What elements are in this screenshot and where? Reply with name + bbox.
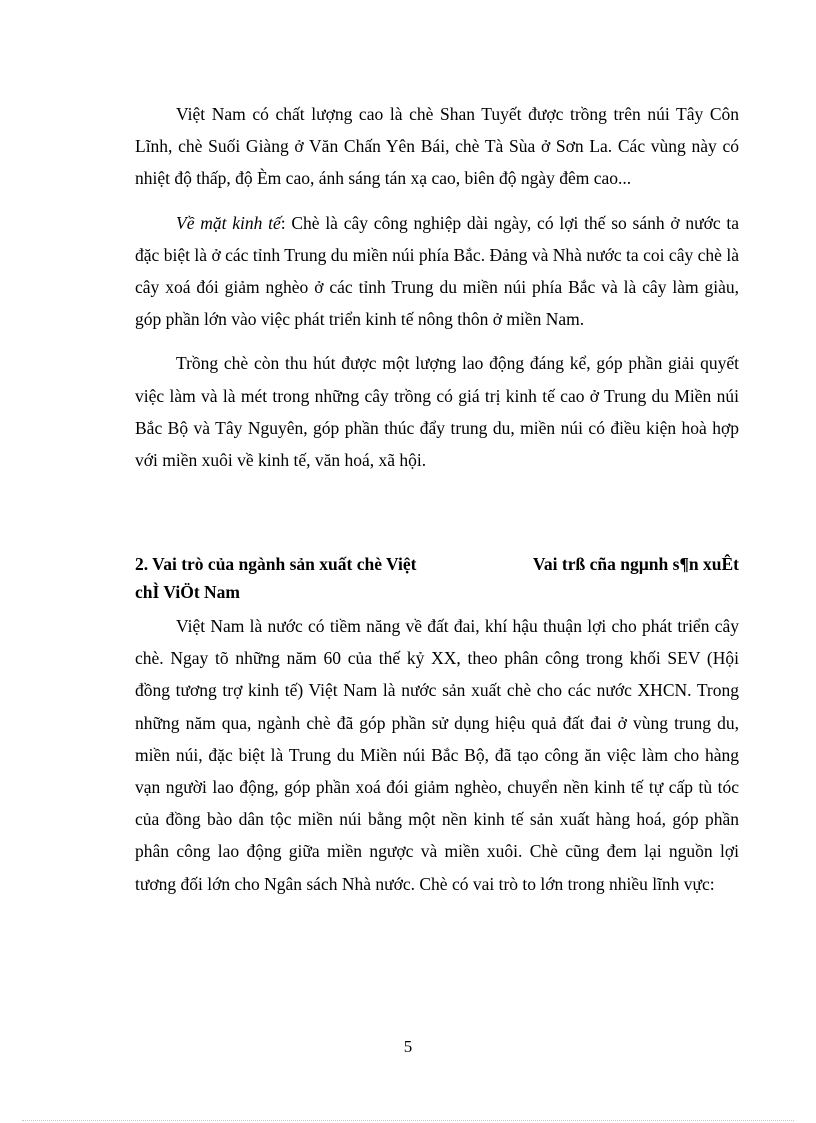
section-heading-line2: chÌ ViÖt Nam (135, 582, 240, 602)
section-heading (135, 550, 739, 606)
paragraph-economic-role (135, 207, 739, 336)
paragraph-economic-lead: Về mặt kinh tế (176, 212, 281, 233)
page-number: 5 (403, 1037, 413, 1056)
paragraph-labor: Trồng chè còn thu hút được một lượng lao động đáng kể, góp phần giải quyết việc làm và là mét trong những cây trồng có giá trị kinh tế cao ở Trung du Miền núi Bắc Bộ và Tây Nguyên, góp phần thúc đẩy trung du, miền núi có điều kiện hoà hợp với miền xuôi về kinh tế, văn hoá, xã hội. (135, 353, 739, 471)
paragraph-tea-regions: Việt Nam có chất lượng cao là chè Shan Tuyết được trồng trên núi Tây Côn Lĩnh, chè Suối Giàng ở Văn Chấn Yên Bái, chè Tà Sùa ở Sơn La. Các vùng này có nhiệt độ thấp, độ Èm cao, ánh sáng tán xạ cao, biên độ ngày đêm cao... (135, 104, 739, 189)
body-text-top (135, 98, 739, 476)
body-text-bottom (135, 610, 739, 900)
footer-divider (22, 1120, 794, 1121)
paragraph-economic-body: : Chè là cây công nghiệp dài ngày, có lợi thế so sánh ở nước ta đặc biệt là ở các tỉnh Trung du miền núi phía Bắc. Đảng và Nhà nước ta coi cây chè là cây xoá đói giảm nghèo ở các tỉnh Trung du miền núi phía Bắc và là cây làm giàu, góp phần lớn vào việc phát triển kinh tế nông thôn ở miền Nam. (135, 212, 740, 330)
section-heading-right: Vai trß cña ngµnh s¶n xuÊt (532, 554, 739, 574)
paragraph-potential: Việt Nam là nước có tiềm năng về đất đai, khí hậu thuận lợi cho phát triển cây chè. Ngay tõ những năm 60 của thế kỷ XX, theo phân công trong khối SEV (Hội đồng tương trợ kinh tế) Việt Nam là nước sản xuất chè cho các nước XHCN. Trong những năm qua, ngành chè đã góp phần sử dụng hiệu quả đất đai ở vùng trung du, miền núi, đặc biệt là Trung du Miền núi Bắc Bộ, đã tạo công ăn việc làm cho hàng vạn người lao động, góp phần xoá đói giảm nghèo, chuyển nền kinh tế tự cấp tù tóc của đồng bào dân tộc miền núi bằng một nền kinh tế sản xuất hàng hoá, góp phần phân công lao động giữa miền ngược và miền xuôi. Chè cũng đem lại nguồn lợi tương đối lớn cho Ngân sách Nhà nước. Chè có vai trò to lớn trong nhiều lĩnh vực: (135, 616, 739, 894)
section-heading-left: 2. Vai trò của ngành sản xuất chè Việt (135, 554, 417, 574)
